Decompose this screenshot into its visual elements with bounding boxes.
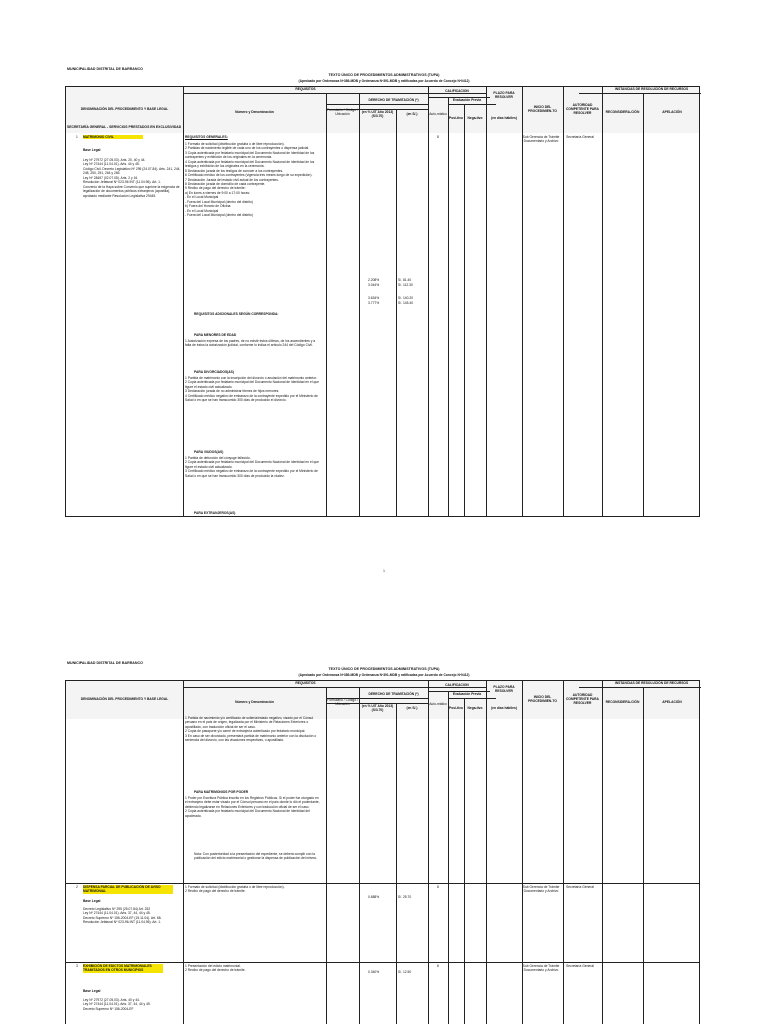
header-dias-habiles: (en días hábiles) — [491, 115, 517, 120]
sol-value-1: S/. 81.40 — [398, 278, 412, 282]
autoridad-office: Secretaría General — [566, 135, 594, 139]
header-positivo: Posi-tivo — [449, 115, 463, 120]
header-pct-uit: (en % UIT Año 2013) (S/3.70) — [361, 704, 394, 712]
document-title: TEXTO ÚNICO DE PROCEDIMIENTOS ADMINISTRATIVOS (TUPA) — [328, 667, 440, 671]
header-derecho: DERECHO DE TRAMITACIÓN (*) — [368, 98, 419, 103]
procedure-name: DISPENSA PARCIAL DE PUBLICACIÓN DE AVISO MATRIMONIAL — [83, 885, 173, 894]
inicio-office: Sub Gerencia de Trámite Documentario y Archivo — [522, 964, 560, 973]
header-requisitos: REQUISITOS — [295, 87, 316, 92]
requisitos-generales-title: REQUISITOS GENERALES: — [185, 135, 228, 139]
header-reconsideracion: RECONSIDERA-CIÓN — [605, 700, 640, 705]
header-negativo: Nega-tivo — [467, 705, 483, 710]
header-inicio: INICIO DEL PROCEDIMIEN-TO — [528, 105, 557, 113]
extranjeros-title: PARA EXTRANJEROS(AS) — [194, 511, 236, 515]
header-denominacion: DENOMINACIÓN DEL PROCEDIMIENTO Y BASE LEGAL — [80, 697, 169, 702]
viudos-list: 1 Partida de defunción del cónyuge fallecido. 2 Copia autenticada por fedatario municipal del Documento Nacional de Identidad en el que figure el estado civil actualizado. 3 Certificado médico negativo de embarazo de la contrayente expedido por el Ministerio de Salud o en que se han transcurrido 300 días de producido la viudez. — [185, 456, 319, 478]
section-title: SECRETARÍA GENERAL - SERVICIOS PRESTADOS EN EXCLUSIVIDAD — [67, 125, 182, 129]
document-subtitle: (Aprobado por Ordenanza Nº389-MDB y Ordenanza Nº391-MDB y ratificadas por Acuerdo de Concejo Nº0412) — [298, 673, 470, 677]
municipality-name: MUNICIPALIDAD DISTRITAL DE BARRANCO — [67, 67, 143, 71]
header-calificacion: CALIFICACION — [445, 89, 469, 94]
header-denominacion: DENOMINACIÓN DEL PROCEDIMIENTO Y BASE LEGAL — [80, 107, 169, 112]
viudos-title: PARA VIUDOS(AS) — [194, 450, 224, 454]
header-autoridad: AUTORIDAD COMPETENTE PARA RESOLVER — [566, 103, 599, 115]
header-positivo: Posi-tivo — [449, 705, 463, 710]
pct-value: 0.688% — [368, 895, 380, 899]
nota-text: Nota: Con posterioridad a la presentación del expediente, se deberá cumplir con la publicación del edicto matrimonial o gestionar la dispensa de publicación del mismo. — [194, 852, 318, 861]
base-legal-label: Base Legal — [83, 899, 101, 903]
base-legal-label: Base Legal — [83, 989, 101, 993]
document-subtitle: (Aprobado por Ordenanza Nº389-MDB y Ordenanza Nº391-MDB y ratificadas por Acuerdo de Concejo Nº0412) — [298, 79, 470, 83]
sol-value: S/. 12.50 — [398, 970, 412, 974]
plazo-days: 8 — [437, 964, 439, 968]
pct-value-2: 3.044% — [368, 283, 380, 287]
requisitos-generales-list: 1 Formato de solicitud (distribución gratuita o de libre reproducción). 2 Partidas de nacimiento legible de cada uno de los contrayentes o dispensa judicial. 3 Copia autenticada por fedatario municipal del Documento Nacional de Identidad de los contrayentes y exhibición de los originales en la ceremonia. 4 Copia autenticada por fedatario municipal del Documento Nacional de Identidad de los testigos y exhibición de los originales en la ceremonia. 5 Declaración jurada de los testigos de conocer a los contrayentes. 6 Certificado médico de los contrayentes (vigencia tres meses luego de su expedición). 7 Declaración Jurada del estado civil actual de los contrayentes. 8 Declaración jurada de domicilio de cada contrayente. 9 Recibo de pago del derecho de trámite: a) En lunes a viernes de 9:00 a 17:00 horas: - En el Local Municipal - Fuera del Local Municipal (dentro del distrito) b) Fuera del Horario de Oficina: - En el Local Municipal - Fuera del Local Municipal (dentro del distrito) — [185, 142, 315, 217]
header-reconsideracion: RECONSIDERA-CIÓN — [605, 110, 640, 115]
poder-title: PARA MATRIMONIOS POR PODER — [194, 790, 249, 794]
header-calificacion: CALIFICACION — [445, 683, 469, 688]
divorciados-title: PARA DIVORCIADOS(AS) — [194, 370, 234, 374]
pct-value: 0.340% — [368, 970, 380, 974]
autoridad-office: Secretaría General — [566, 885, 594, 889]
header-instancias: INSTANCIAS DE RESOLUCIÓN DE RECURSOS — [614, 681, 689, 686]
procedure-name: EXHIBICIÓN DE EDICTOS MATRIMONIALES TRAMITADOS EN OTROS MUNICIPIOS — [83, 964, 163, 973]
header-plazo: PLAZO PARA RESOLVER — [493, 91, 515, 99]
pct-value-1: 2.208% — [368, 278, 380, 282]
document-title: TEXTO ÚNICO DE PROCEDIMIENTOS ADMINISTRATIVOS (TUPA) — [328, 73, 440, 77]
menores-list: 1 Autorización expresa de los padres, de no existir éstos últimos, de los ascendientes y a falta de éstos la autorización judicial, conforme lo indica el artículo 244 del Código Civil. — [185, 339, 316, 348]
header-automatico: Auto-mático — [429, 112, 447, 117]
extranjeros-list: 1 Partida de nacimiento y/o certificado de soltería/estado negativo, visado por el Cónsul peruano en el país de origen, legalizada por el Ministerio de Relaciones Exteriores o apostillado, con traducción oficial de ser el caso. 2 Copia de pasaporte y/o carné de extranjería autenticado por fedatario municipal. 3 En caso de ser divorciado, presentará partida de matrimonio anterior con la disolución o sentencia del divorcio, con las visaciones respectivas, o apostillado. — [185, 716, 317, 743]
header-automatico: Auto-mático — [429, 702, 447, 707]
header-pct-uit: (en % UIT Año 2013) (S/3.70) — [361, 110, 394, 118]
header-inicio: INICIO DEL PROCEDIMIEN-TO — [528, 695, 557, 703]
header-apelacion: APELACIÓN — [662, 700, 682, 705]
requisitos-adicionales-title: REQUISITOS ADICIONALES SEGÚN CORRESPONDA: — [194, 312, 279, 316]
header-en-s: (en S/.) — [406, 706, 418, 711]
row-divider — [65, 962, 700, 963]
header-evaluacion-previa: Evaluación Previa — [452, 691, 482, 696]
header-apelacion: APELACIÓN — [662, 110, 682, 115]
row-divider — [65, 883, 700, 884]
page-number: 1 — [382, 568, 386, 573]
header-plazo: PLAZO PARA RESOLVER — [493, 685, 515, 693]
base-legal-text: Ley Nº 27972 (27.05.03). Arts. 20, 40 y 44. Ley Nº 27444 (11.04.01). Arts. 44 y 45. Código Civil. Decreto Legislativo Nº 295 (24.07.84). Arts. 241, 244, 248, 250, 251, 264 y 265. Ley Nº 28457 (02.07.05). Arts. 2 y 16. Resolución Jefatural Nº 023-96 INT (11.04.96). Art. 1. Convenio de la Haya sobre Convenio que suprime la exigencia de legalización de documentos públicos extranjeros (apostilla), aprobado mediante Resolución Legislativa 29445. — [83, 158, 181, 198]
header-numero-denominacion: Número y Denominación — [235, 110, 274, 115]
procedure-rows-page-2 — [65, 718, 700, 1024]
procedure-number: 2 — [76, 885, 78, 889]
page-2 — [0, 594, 768, 1024]
header-requisitos: REQUISITOS — [295, 681, 316, 686]
header-formulario: Formulario / Código / Ubicación — [327, 108, 358, 116]
header-numero-denominacion: Número y Denominación — [235, 700, 274, 705]
requisitos-list: 1 Formato de solicitud (distribución gratuita o de libre reproducción). 2 Recibo de pago del derecho de trámite. — [185, 885, 285, 894]
sol-value-2: S/. 112.30 — [398, 283, 413, 287]
poder-list: 1 Poder por Escritura Pública inscrito en los Registros Públicos. Si el poder fue otorgado en el extranjero debe estar visado por el Cónsul peruano en el país donde lo dió el poderdante, debiendo legalizarse en Relaciones Exteriores y con traducción oficial de ser el caso. 2 Copia autenticada por fedatario municipal del Documento Nacional de Identidad del apoderado. — [185, 796, 320, 818]
header-autoridad: AUTORIDAD COMPETENTE PARA RESOLVER — [566, 693, 599, 705]
header-en-s: (en S/.) — [406, 112, 418, 117]
sol-value: S/. 25.70 — [398, 895, 412, 899]
base-legal-text: Decreto Legislativo Nº 295 (25.07.84) Art. 252 Ley Nº 27444 (11.04.01). Arts. 37, 44, 44 y 45. Decreto Supremo Nº 156-2004-EF (15.11.04). Art. 68. Resolución Jefatural Nº 023-96-INT (11.04.96). Art. 1. — [83, 907, 162, 925]
header-evaluacion-previa: Evaluación Previa — [452, 97, 482, 102]
divorciados-list: 1 Partida de matrimonio con la inscripción del divorcio o anulación del matrimonio anterior. 2 Copia autenticada por fedatario municipal del Documento Nacional de Identidad en el que figure el estado civil actualizado. 3 Declaración jurada de no administrar bienes de hijos menores. 4 Certificado médico negativo de embarazo de la contrayente expedido por el Ministerio de Salud o en que se han transcurrido 300 días de producido el divorcio. — [185, 376, 319, 403]
header-dias-habiles: (en días hábiles) — [491, 705, 517, 710]
procedure-number: 3 — [76, 964, 78, 968]
header-derecho: DERECHO DE TRAMITACIÓN (*) — [368, 692, 419, 697]
header-formulario: Formulario / Código / Ubicación — [327, 698, 358, 706]
header-instancias: INSTANCIAS DE RESOLUCIÓN DE RECURSOS — [614, 87, 689, 92]
base-legal-text: Ley Nº 27972 (27.05.03). Arts. 40 y 44. Ley Nº 27444 (11.04.01). Arts. 37, 44, 44 y 45. Decreto Supremo Nº 156-2004-EF — [83, 998, 151, 1011]
tupa-header-table — [65, 680, 700, 718]
procedure-name: MATRIMONIO CIVIL — [83, 135, 143, 139]
plazo-days: 8 — [437, 135, 439, 139]
municipality-name: MUNICIPALIDAD DISTRITAL DE BARRANCO — [67, 661, 143, 665]
sol-value-3: S/. 140.20 — [398, 296, 414, 300]
pct-value-3: 3.634% — [368, 296, 380, 300]
inicio-office: Sub Gerencia de Trámite Documentario y Archivo — [522, 885, 560, 894]
procedure-number: 1 — [76, 135, 78, 139]
inicio-office: Sub Gerencia de Trámite Documentario y Archivo — [522, 135, 560, 144]
base-legal-label: Base Legal — [83, 148, 101, 152]
header-negativo: Nega-tivo — [467, 115, 483, 120]
autoridad-office: Secretaría General — [566, 964, 594, 968]
sol-value-4: S/. 145.40 — [398, 301, 414, 305]
menores-title: PARA MENORES DE EDAD — [194, 333, 237, 337]
requisitos-list: 1 Presentación del edicto matrimonial. 2 Recibo de pago del derecho de trámite. — [185, 964, 246, 973]
pct-value-4: 3.777% — [368, 301, 380, 305]
plazo-days: 8 — [437, 885, 439, 889]
